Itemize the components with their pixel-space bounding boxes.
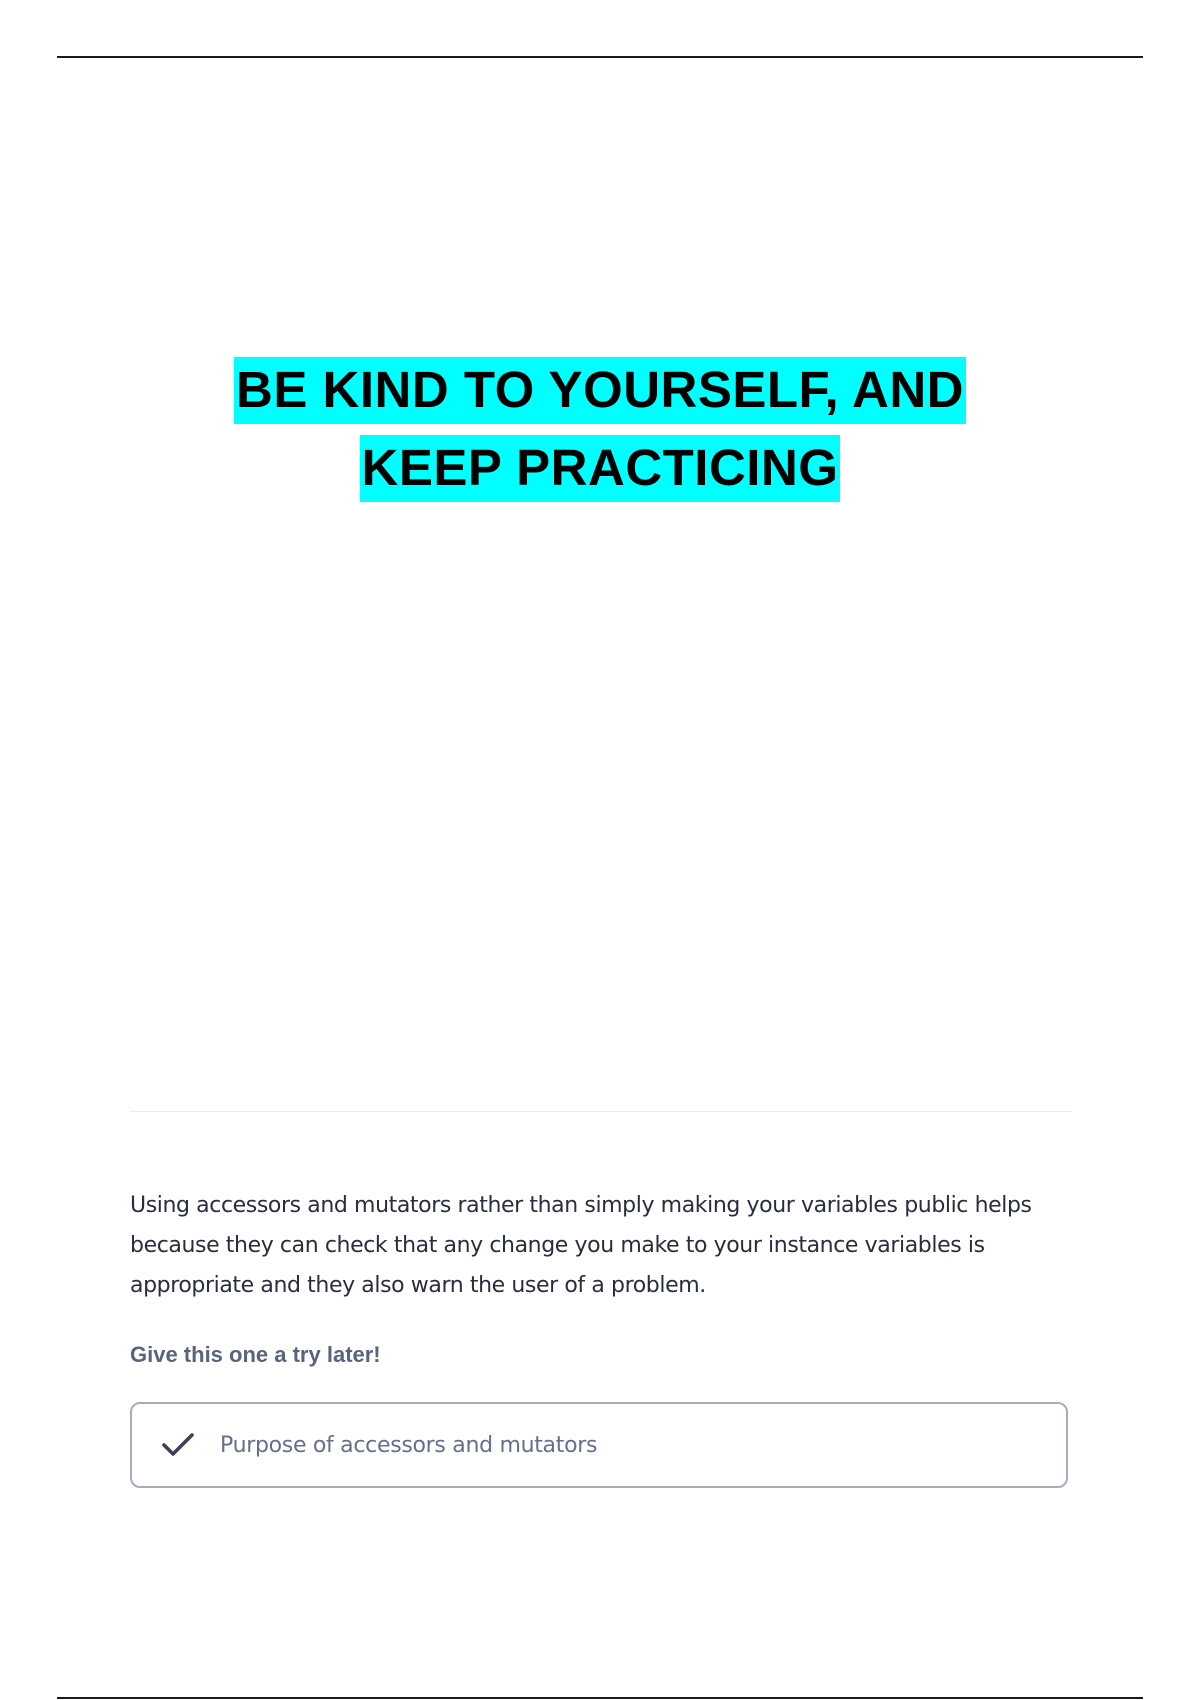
topic-label: Purpose of accessors and mutators [220, 1432, 598, 1458]
headline-line-1: BE KIND TO YOURSELF, AND [234, 357, 966, 424]
bottom-rule [57, 1697, 1143, 1699]
headline-line-2: KEEP PRACTICING [360, 435, 841, 502]
check-icon [160, 1427, 196, 1463]
top-rule [57, 56, 1143, 58]
try-later-label: Give this one a try later! [130, 1342, 381, 1367]
explanation-text: Using accessors and mutators rather than simply making your variables public helps because they can check that any change you make to your instance variables is appropriate and they also warn the user of a problem. [130, 1193, 1032, 1298]
headline [0, 351, 1200, 507]
section-divider [130, 1111, 1072, 1112]
topic-item[interactable] [130, 1402, 1068, 1488]
